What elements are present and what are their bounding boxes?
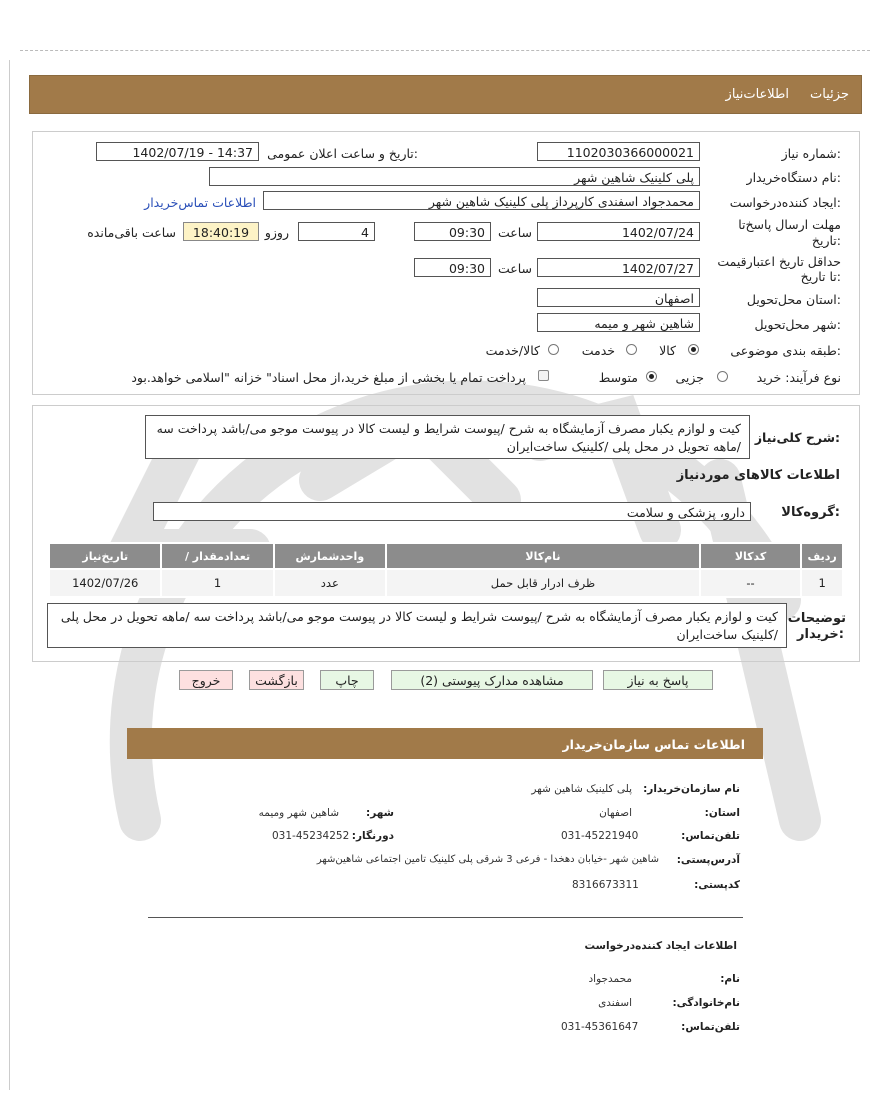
tab-need-info[interactable]: اطلاعات‌نیاز	[725, 87, 789, 102]
contact-province-label: استان:	[704, 807, 740, 819]
print-button[interactable]: چاپ	[320, 670, 374, 690]
radio-goods-label: کالا	[659, 343, 676, 358]
contact-postal-label: کدپستی:	[694, 879, 740, 891]
city-label: شهر محل‌تحویل:	[754, 317, 841, 332]
top-header-bar	[29, 75, 862, 114]
org-label: نام سازمان‌خریدار:	[643, 783, 740, 795]
radio-service-label: خدمت	[581, 343, 615, 358]
process-label: نوع فرآیند: خرید	[756, 370, 841, 385]
attachments-button[interactable]: مشاهده مدارک پیوستی (2)	[391, 670, 593, 690]
creator-name-value: محمدجواد	[588, 973, 632, 985]
th-date: تاریخ‌نیاز	[49, 543, 161, 569]
validity-time-field: 09:30	[414, 258, 491, 277]
reply-button[interactable]: پاسخ به نیاز	[603, 670, 713, 690]
buyer-field: پلی کلینیک شاهین شهر	[209, 167, 700, 186]
exit-button[interactable]: خروج	[179, 670, 233, 690]
creator-phone-value: 031-45361647	[561, 1021, 639, 1033]
contact-province-value: اصفهان	[599, 807, 632, 819]
days-label: روزو	[264, 225, 289, 240]
th-name: نام‌کالا	[386, 543, 700, 569]
radio-small-label: جزیی	[675, 370, 704, 385]
cell-unit: عدد	[274, 569, 387, 597]
th-code: کدکالا	[700, 543, 802, 569]
deadline-label-2: تاریخ:	[811, 233, 841, 248]
validity-label-1: حداقل تاریخ اعتبار‌قیمت	[717, 254, 841, 269]
summary-text: کیت و لوازم یکبار مصرف آزمایشگاه به شرح /پیوست شرایط و لیست کالا در پیوست موجو می/باشد پرداخت سه /ماهه تحویل در محل پلی /کلینیک ساخت‌ایران	[145, 415, 750, 459]
buyer-label: نام دستگاه‌خریدار:	[746, 170, 841, 185]
left-border	[9, 60, 10, 1090]
th-row: ردیف	[801, 543, 843, 569]
province-field: اصفهان	[537, 288, 700, 307]
days-field: 4	[298, 222, 375, 241]
summary-label: شرح کلی‌نیاز:	[754, 430, 840, 445]
cell-qty: 1	[161, 569, 273, 597]
cell-name: ظرف ادرار قابل حمل	[386, 569, 700, 597]
cell-row: 1	[801, 569, 843, 597]
table-row	[49, 569, 843, 597]
th-unit: واحدشمارش	[274, 543, 387, 569]
need-number-field: 1102030366000021	[537, 142, 700, 161]
org-value: پلی کلینیک شاهین شهر	[531, 783, 632, 795]
tab-details[interactable]: جزئیات	[810, 87, 849, 102]
contact-address-label: آدرس‌پستی:	[676, 854, 740, 866]
announce-field: 1402/07/19 - 14:37	[96, 142, 259, 161]
th-qty: تعدادمقدار /	[161, 543, 273, 569]
radio-small[interactable]	[717, 371, 728, 382]
category-label: طبقه بندی موضوعی:	[730, 343, 841, 358]
goods-group-label: گروه‌کالا:	[781, 505, 840, 520]
contact-phone-value: 031-45221940	[561, 830, 639, 842]
radio-medium[interactable]	[646, 371, 657, 382]
deadline-label-1: مهلت ارسال پاسخ‌تا	[738, 217, 841, 232]
city-field: شاهین شهر و میمه	[537, 313, 700, 332]
treasury-checkbox[interactable]	[538, 370, 549, 381]
validity-date-field: 1402/07/27	[537, 258, 700, 277]
contact-city-label: شهر:	[366, 807, 394, 819]
buyer-contact-link[interactable]: اطلاعات تماس‌خریدار	[144, 195, 256, 210]
creator-label: ایجاد کننده‌درخواست:	[729, 195, 841, 210]
top-divider	[20, 50, 870, 51]
cell-code: --	[700, 569, 802, 597]
contact-section-title: اطلاعات تماس سازمان‌خریدار	[562, 737, 745, 752]
announce-label: تاریخ و ساعت اعلان عمومی:	[267, 146, 418, 161]
contact-fax-label: دورنگار:	[351, 830, 394, 842]
radio-goods-service-label: کالا/خدمت	[485, 343, 540, 358]
back-button[interactable]: بازگشت	[249, 670, 304, 690]
deadline-time-label: ساعت	[497, 225, 532, 240]
contact-section-header	[127, 728, 763, 759]
province-label: استان محل‌تحویل:	[746, 292, 841, 307]
contact-address-value: شاهین شهر -خیابان دهخدا - فرعی 3 شرقی پلی کلینیک تامین اجتماعی شاهین‌شهر	[316, 854, 659, 865]
creator-phone-label: تلفن‌تماس:	[681, 1021, 740, 1033]
radio-goods[interactable]	[688, 344, 699, 355]
goods-group-field: دارو، پزشکی و سلامت	[153, 502, 751, 521]
remaining-label: ساعت باقی‌مانده	[87, 225, 176, 240]
creator-family-label: نام‌خانوادگی:	[672, 997, 740, 1009]
goods-table	[48, 542, 844, 598]
contact-separator	[148, 917, 743, 918]
validity-time-label: ساعت	[497, 261, 532, 276]
contact-postal-value: 8316673311	[572, 879, 639, 891]
validity-label-2: تا تاریخ:	[800, 269, 841, 284]
radio-medium-label: متوسط	[598, 370, 638, 385]
buyer-notes-text: کیت و لوازم یکبار مصرف آزمایشگاه به شرح /پیوست شرایط و لیست کالا در پیوست موجو می/باشد پرداخت سه /ماهه تحویل در محل پلی /کلینیک ساخت‌ایران	[47, 603, 787, 648]
radio-service[interactable]	[626, 344, 637, 355]
cell-date: 1402/07/26	[49, 569, 161, 597]
deadline-date-field: 1402/07/24	[537, 222, 700, 241]
contact-city-value: شاهین شهر ومیمه	[258, 807, 339, 819]
radio-goods-service[interactable]	[548, 344, 559, 355]
deadline-time-field: 09:30	[414, 222, 491, 241]
contact-fax-value: 031-45234252	[272, 830, 350, 842]
creator-section-title: اطلاعات ایجاد کننده‌درخواست	[584, 940, 737, 952]
contact-phone-label: تلفن‌تماس:	[681, 830, 740, 842]
creator-field: محمدجواد اسفندی کارپرداز پلی کلینیک شاهین شهر	[263, 191, 700, 210]
creator-name-label: نام:	[720, 973, 740, 985]
creator-family-value: اسفندی	[598, 997, 632, 1009]
need-number-label: شماره نیاز:	[781, 146, 841, 161]
remaining-time: 18:40:19	[183, 222, 259, 241]
goods-info-heading: اطلاعات کالاهای موردنیاز	[676, 468, 840, 483]
buyer-notes-label-1: توضیحات	[787, 611, 846, 626]
table-header-row	[49, 543, 843, 569]
buyer-notes-label-2: خریدار:	[797, 627, 844, 642]
payment-note: پرداخت تمام یا بخشی از مبلغ خرید،از محل اسناد" خزانه "اسلامی خواهد.بود	[131, 370, 526, 385]
